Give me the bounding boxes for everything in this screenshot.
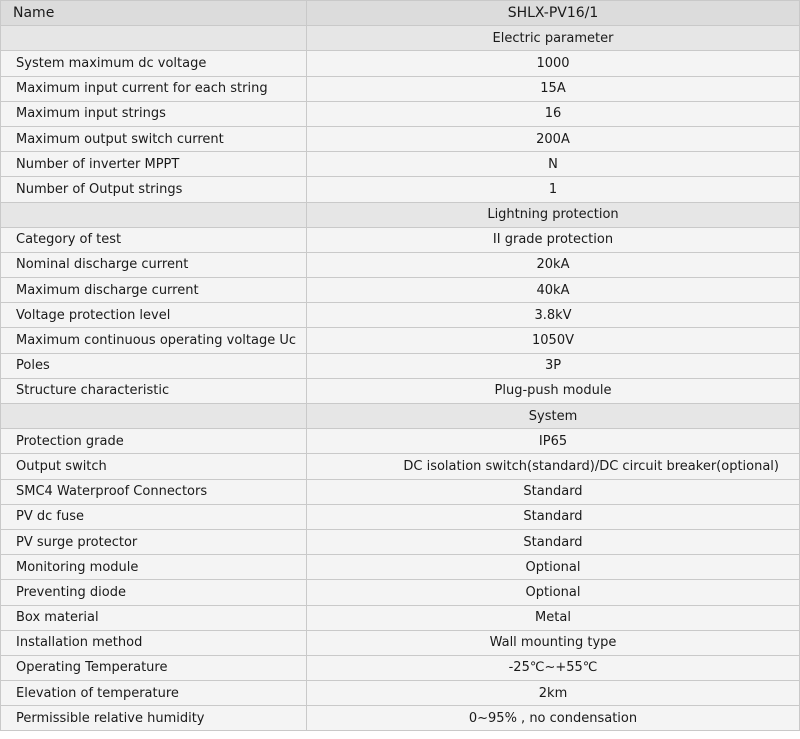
section-header-row bbox=[1, 26, 800, 51]
table-row bbox=[1, 227, 800, 252]
param-name: Maximum output switch current bbox=[1, 126, 307, 151]
table-header-row bbox=[1, 1, 800, 26]
param-name: Maximum discharge current bbox=[1, 278, 307, 303]
param-value: 3.8kV bbox=[307, 303, 800, 328]
param-value: Wall mounting type bbox=[307, 630, 800, 655]
param-value: 1 bbox=[307, 177, 800, 202]
table-row bbox=[1, 555, 800, 580]
param-value: II grade protection bbox=[307, 227, 800, 252]
param-name: Poles bbox=[1, 353, 307, 378]
header-name-label: Name bbox=[1, 1, 307, 26]
param-name: Voltage protection level bbox=[1, 303, 307, 328]
table-row bbox=[1, 681, 800, 706]
param-value: 2km bbox=[307, 681, 800, 706]
param-name: Elevation of temperature bbox=[1, 681, 307, 706]
param-name: Structure characteristic bbox=[1, 378, 307, 403]
table-row bbox=[1, 76, 800, 101]
param-value: 200A bbox=[307, 126, 800, 151]
section-title: Lightning protection bbox=[307, 202, 800, 227]
table-row bbox=[1, 328, 800, 353]
param-name: Number of inverter MPPT bbox=[1, 152, 307, 177]
table-row bbox=[1, 278, 800, 303]
param-value: Standard bbox=[307, 504, 800, 529]
table-row bbox=[1, 580, 800, 605]
table-row bbox=[1, 51, 800, 76]
table-row bbox=[1, 252, 800, 277]
param-name: PV dc fuse bbox=[1, 504, 307, 529]
section-blank-cell bbox=[1, 26, 307, 51]
param-name: PV surge protector bbox=[1, 529, 307, 554]
param-value: Standard bbox=[307, 529, 800, 554]
table-row bbox=[1, 177, 800, 202]
section-header-row bbox=[1, 202, 800, 227]
param-value: Optional bbox=[307, 555, 800, 580]
param-name: Number of Output strings bbox=[1, 177, 307, 202]
table-row bbox=[1, 706, 800, 731]
param-name: Monitoring module bbox=[1, 555, 307, 580]
table-row bbox=[1, 353, 800, 378]
param-value: Standard bbox=[307, 479, 800, 504]
param-name: Permissible relative humidity bbox=[1, 706, 307, 731]
section-title: System bbox=[307, 404, 800, 429]
param-value: N bbox=[307, 152, 800, 177]
table-row bbox=[1, 454, 800, 479]
param-name: Maximum input strings bbox=[1, 101, 307, 126]
param-name: Operating Temperature bbox=[1, 655, 307, 680]
section-title: Electric parameter bbox=[307, 26, 800, 51]
param-name: Installation method bbox=[1, 630, 307, 655]
param-value: 40kA bbox=[307, 278, 800, 303]
param-value: Metal bbox=[307, 605, 800, 630]
table-row bbox=[1, 303, 800, 328]
table-row bbox=[1, 529, 800, 554]
param-value: 20kA bbox=[307, 252, 800, 277]
table-row bbox=[1, 655, 800, 680]
param-value: Plug-push module bbox=[307, 378, 800, 403]
section-header-row bbox=[1, 404, 800, 429]
table-row bbox=[1, 378, 800, 403]
param-value: 1050V bbox=[307, 328, 800, 353]
section-blank-cell bbox=[1, 202, 307, 227]
param-name: Maximum input current for each string bbox=[1, 76, 307, 101]
param-name: Protection grade bbox=[1, 429, 307, 454]
table-row bbox=[1, 101, 800, 126]
param-name: Box material bbox=[1, 605, 307, 630]
param-value: DC isolation switch(standard)/DC circuit breaker(optional) bbox=[307, 454, 800, 479]
spec-table-body bbox=[1, 1, 800, 731]
param-value: 0~95% , no condensation bbox=[307, 706, 800, 731]
param-value: 1000 bbox=[307, 51, 800, 76]
param-value: IP65 bbox=[307, 429, 800, 454]
table-row bbox=[1, 630, 800, 655]
table-row bbox=[1, 504, 800, 529]
param-name: Maximum continuous operating voltage Uc bbox=[1, 328, 307, 353]
table-row bbox=[1, 126, 800, 151]
param-value: 16 bbox=[307, 101, 800, 126]
header-model: SHLX-PV16/1 bbox=[307, 1, 800, 26]
table-row bbox=[1, 152, 800, 177]
param-name: System maximum dc voltage bbox=[1, 51, 307, 76]
param-value: Optional bbox=[307, 580, 800, 605]
table-row bbox=[1, 479, 800, 504]
param-name: Nominal discharge current bbox=[1, 252, 307, 277]
param-name: Output switch bbox=[1, 454, 307, 479]
param-name: SMC4 Waterproof Connectors bbox=[1, 479, 307, 504]
param-value: 3P bbox=[307, 353, 800, 378]
param-name: Preventing diode bbox=[1, 580, 307, 605]
param-name: Category of test bbox=[1, 227, 307, 252]
param-value: -25℃~+55℃ bbox=[307, 655, 800, 680]
param-value: 15A bbox=[307, 76, 800, 101]
table-row bbox=[1, 605, 800, 630]
table-row bbox=[1, 429, 800, 454]
section-blank-cell bbox=[1, 404, 307, 429]
